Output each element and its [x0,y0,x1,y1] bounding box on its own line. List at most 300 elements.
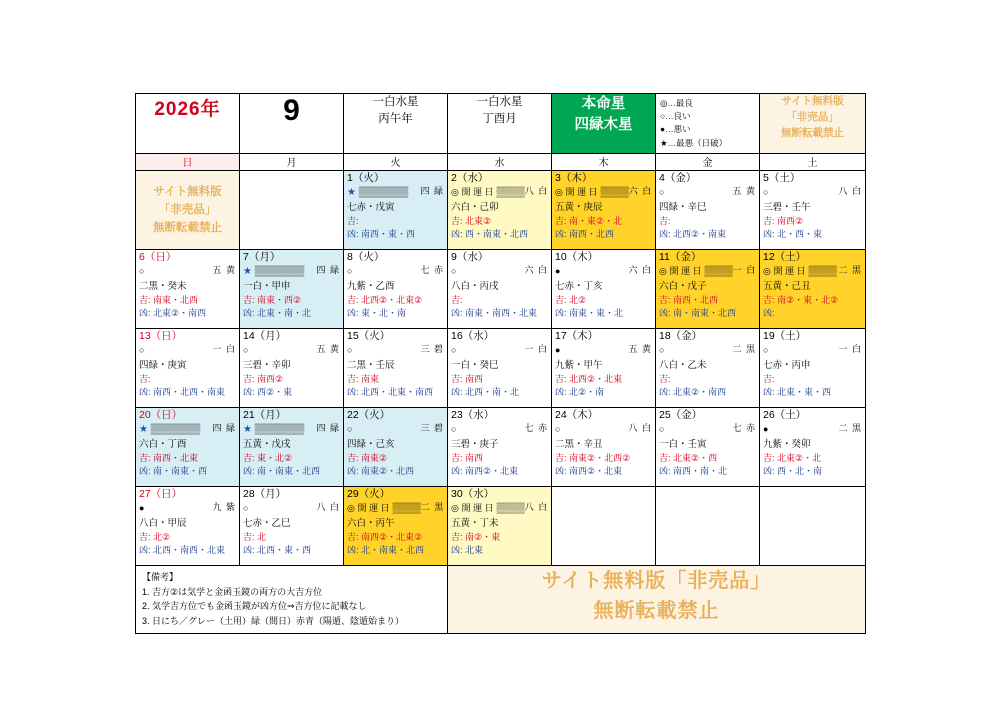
decor-blocks: ▒▒▒▒▒▒▒ [150,423,201,435]
empty-day-cell [552,486,656,565]
day-star-eto: 二黒・癸未 [139,280,187,292]
day-number: 7（月） [243,250,281,263]
day-star-eto: 七赤・乙巳 [243,517,291,529]
day-number: 13（日） [139,329,183,342]
day-mark-icon: ○ [451,344,457,355]
day-cell[interactable] [136,486,240,565]
day-mark-icon: ○ [347,344,353,355]
day-cell[interactable] [344,407,448,486]
day-mark-icon: ○ [659,186,665,197]
day-top-bar [344,185,447,199]
day-body [656,278,759,320]
day-cell[interactable] [240,486,344,565]
legend-item-bad: ●…悪い [660,124,691,135]
day-top-bar [656,343,759,357]
day-number: 18（金） [659,329,703,342]
watermark-day-cell [136,170,240,249]
day-star-eto: 七赤・戊寅 [347,201,395,213]
day-cell[interactable] [760,170,866,249]
day-number: 17（木） [555,329,599,342]
day-cell[interactable] [760,328,866,407]
year-cell [136,94,240,154]
legend-item-best: ◎…最良 [660,98,693,108]
day-top-bar [656,422,759,436]
day-lucky-directions: 吉: 北東②・北 [763,453,822,464]
day-kyusei: 二 黒 [732,344,756,355]
day-mark-icon: ○ [139,265,145,276]
day-kyusei: 二 黒 [420,502,445,513]
day-number: 5（土） [763,171,801,184]
day-unlucky-directions: 凶: 西・南東・北西 [451,229,529,240]
day-body [240,278,343,320]
day-star-eto: 一白・壬寅 [659,438,707,450]
day-top-bar [136,422,239,436]
day-cell[interactable] [136,328,240,407]
day-cell[interactable] [760,249,866,328]
day-lucky-directions: 吉: [659,374,671,385]
honmeisei-value: 四緑木星 [574,117,633,134]
year-star-cell [344,94,448,154]
day-kyusei: 三 碧 [420,344,444,355]
notes-line-1: 1. 吉方②は気学と金函玉鏡の両方の大吉方位 [142,586,323,597]
day-unlucky-directions: 凶: 南西・北西 [555,229,615,240]
day-cell[interactable] [656,249,760,328]
legend-item-good: ○…良い [660,111,691,122]
day-number: 8（火） [347,250,385,263]
day-body [448,436,551,478]
day-top-bar [240,422,343,436]
day-lucky-directions: 吉: 南西② [243,374,284,385]
day-body [552,278,655,320]
decor-blocks: ▒▒▒▒ [392,502,421,514]
day-mark-icon: ○ [347,265,353,276]
day-unlucky-directions: 凶: 北東②・南西 [139,308,207,319]
day-kyusei: 八 白 [316,502,340,513]
kaiun-label: 開 運 日 [565,186,598,197]
day-top-bar [552,422,655,436]
day-kyusei: 四 緑 [316,423,340,434]
day-top-bar [344,343,447,357]
day-cell[interactable] [344,170,448,249]
day-top-bar [136,343,239,357]
day-cell[interactable] [240,407,344,486]
day-top-bar [136,501,239,515]
day-top-bar [656,264,759,278]
day-lucky-directions: 吉: 南②・東・北② [763,295,839,306]
notes-cell [136,565,448,633]
day-star-eto: 五黄・戊戌 [243,438,291,450]
day-lucky-directions: 吉: 北西②・北東 [555,374,623,385]
day-star-eto: 九紫・乙酉 [347,280,395,292]
day-body [344,278,447,320]
notes-line-2: 2. 気学吉方位でも金函玉鏡が凶方位⇒吉方位に記載なし [142,601,367,612]
day-body [760,278,865,320]
day-mark-icon: ● [139,502,145,513]
day-body [240,357,343,399]
day-cell[interactable] [240,249,344,328]
day-mark-icon: ○ [139,344,145,355]
day-lucky-directions: 吉: 南東・北西 [139,295,199,306]
empty-day-cell [760,486,866,565]
year-eto-label: 丙午年 [378,113,413,126]
day-unlucky-directions: 凶: [763,308,775,319]
year-label: 2026年 [154,99,221,120]
day-cell[interactable] [344,486,448,565]
day-lucky-directions: 吉: 北東② [451,216,492,227]
day-kyusei: 七 赤 [420,265,444,276]
day-mark-icon: ◎ [347,502,355,513]
kaiun-label: 開 運 日 [669,265,702,276]
day-kyusei: 七 赤 [524,423,548,434]
day-number: 23（水） [451,408,495,421]
day-unlucky-directions: 凶: 北②・南 [555,387,605,398]
day-unlucky-directions: 凶: 南・南東・北西 [659,308,737,319]
day-cell[interactable] [760,407,866,486]
notes-line-3: 3. 日にち／グレー（土用）緑（間日）赤青（陽遁、陰遁始まり） [142,616,405,627]
footer-watermark-cell [448,565,866,633]
calendar-week-row [136,407,866,486]
day-unlucky-directions: 凶: 南東・東・北 [555,308,624,319]
day-kyusei: 七 赤 [732,423,756,434]
day-number: 21（月） [243,408,287,421]
day-kyusei: 二 黒 [838,423,862,434]
day-body [240,436,343,478]
calendar-week-row [136,170,866,249]
day-lucky-directions: 吉: 北② [555,295,587,306]
day-number: 26（土） [763,408,807,421]
day-cell[interactable] [656,170,760,249]
day-star-eto: 五黄・己丑 [763,280,811,292]
day-cell[interactable] [240,328,344,407]
day-lucky-directions: 吉: 南西・北西 [659,295,719,306]
day-cell[interactable] [656,328,760,407]
day-lucky-directions: 吉: 南西 [451,453,484,464]
day-kyusei: 五 黄 [732,186,756,197]
day-number: 30（水） [451,487,495,500]
day-kyusei: 五 黄 [316,344,340,355]
day-top-bar [448,343,551,357]
day-lucky-directions: 吉: [659,216,671,227]
day-lucky-directions: 吉: 北 [243,532,267,543]
day-top-bar [136,264,239,278]
honmeisei-title: 本命星 [581,96,626,112]
day-top-bar [344,501,447,515]
day-body [552,357,655,399]
day-body [656,436,759,478]
day-star-eto: 六白・丙午 [347,517,395,529]
day-top-bar [760,185,865,199]
kaiun-label: 開 運 日 [461,502,494,513]
day-unlucky-directions: 凶: 南東②・北西 [347,466,415,477]
day-kyusei: 二 黒 [838,265,862,276]
weekday-mon: 月 [240,153,344,170]
day-mark-icon: ◎ [451,502,459,513]
day-mark-icon: ○ [555,423,561,434]
day-number: 24（木） [555,408,599,421]
day-grid [136,170,866,565]
month-cell [240,94,344,154]
day-body [656,357,759,399]
day-mark-icon: ○ [451,423,457,434]
day-body [760,436,865,478]
day-star-eto: 六白・己卯 [451,201,499,213]
day-top-bar [552,185,655,199]
day-top-bar [240,501,343,515]
day-cell[interactable] [552,249,656,328]
day-mark-icon: ◎ [555,186,563,197]
weekday-row [136,153,866,170]
day-cell[interactable] [448,249,552,328]
day-unlucky-directions: 凶: 北西・南・北 [451,387,520,398]
day-kyusei: 一 白 [524,344,548,355]
day-top-bar [760,264,865,278]
day-cell[interactable] [344,249,448,328]
day-top-bar [448,501,551,515]
day-kyusei: 一 白 [838,344,862,355]
day-number: 3（木） [555,171,593,184]
day-mark-icon: ● [555,344,561,355]
calendar-week-row [136,249,866,328]
day-body [344,515,447,557]
day-star-eto: 六白・丁酉 [139,438,187,450]
day-mark-icon: ○ [763,186,769,197]
day-lucky-directions: 吉: 北② [139,532,171,543]
kaiun-label: 開 運 日 [357,502,390,513]
day-unlucky-directions: 凶: 南・南東・西 [139,466,208,477]
day-lucky-directions: 吉: 南西②・北東② [347,532,423,543]
day-lucky-directions: 吉: 南西② [763,216,804,227]
day-unlucky-directions: 凶: 南西・北西・南東 [139,387,226,398]
day-unlucky-directions: 凶: 北東・東・西 [763,387,832,398]
footer-watermark-line1: サイト無料版「非売品」 [541,569,772,592]
day-unlucky-directions: 凶: 北東 [451,545,484,556]
day-body [344,357,447,399]
day-body [552,199,655,241]
calendar-week-row [136,328,866,407]
month-star-label: 一白水星 [476,96,523,108]
day-unlucky-directions: 凶: 西・北・南 [763,466,823,477]
day-body [136,515,239,557]
day-top-bar [344,422,447,436]
day-kyusei: 六 白 [628,186,653,197]
day-unlucky-directions: 凶: 北東・南・北 [243,308,312,319]
day-unlucky-directions: 凶: 南西②・北東 [555,466,623,477]
day-body [448,357,551,399]
day-mark-icon: ○ [659,344,665,355]
day-kyusei: 一 白 [212,344,236,355]
day-lucky-directions: 吉: 南東② [347,453,388,464]
day-kyusei: 五 黄 [212,265,236,276]
day-unlucky-directions: 凶: 西②・東 [243,387,293,398]
day-body [240,515,343,557]
footer-watermark-line2: 無断転載禁止 [593,599,720,622]
day-body [760,199,865,241]
header-watermark-line1: サイト無料版 [781,95,844,107]
day-unlucky-directions: 凶: 南西・東・西 [347,229,416,240]
day-unlucky-directions: 凶: 北西・南西・北東 [139,545,226,556]
day-unlucky-directions: 凶: 北東②・南西 [659,387,727,398]
day-body [656,199,759,241]
header-watermark-line3: 無断転載禁止 [781,126,844,139]
day-mark-icon: ★ [347,186,356,198]
day-top-bar [760,422,865,436]
day-body [552,436,655,478]
month-eto-label: 丁酉月 [482,113,517,126]
day-mark-icon: ● [763,423,769,434]
day-unlucky-directions: 凶: 南・南東・北西 [243,466,321,477]
day-star-eto: 四緑・辛巳 [659,201,707,213]
day-kyusei: 九 紫 [212,502,236,513]
day-lucky-directions: 吉: [451,295,463,306]
day-body [344,199,447,241]
day-kyusei: 三 碧 [420,423,444,434]
day-number: 1（火） [347,171,385,184]
day-unlucky-directions: 凶: 南西②・北東 [451,466,519,477]
day-star-eto: 八白・丙戌 [451,280,499,292]
day-top-bar [240,343,343,357]
empty-day-cell [240,170,344,249]
day-mark-icon: ◎ [451,186,459,197]
day-number: 2（水） [451,171,489,184]
day-number: 19（土） [763,329,807,342]
decor-blocks: ▒▒▒▒ [808,265,837,277]
day-unlucky-directions: 凶: 北・西・東 [763,229,823,240]
day-number: 16（水） [451,329,495,342]
day-star-eto: 三碧・壬午 [763,201,811,213]
day-kyusei: 八 白 [524,502,549,513]
legend-item-worst: ★…最悪（日破） [660,137,728,148]
day-star-eto: 四緑・己亥 [347,438,395,450]
day-number: 29（火） [347,487,391,500]
day-star-eto: 八白・乙未 [659,359,707,371]
day-number: 22（火） [347,408,391,421]
day-kyusei: 四 緑 [420,186,444,197]
day-cell[interactable] [656,407,760,486]
legend-cell [656,94,760,154]
day-kyusei: 六 白 [628,265,652,276]
day-top-bar [240,264,343,278]
day-lucky-directions: 吉: 南東・西② [243,295,302,306]
day-star-eto: 九紫・癸卯 [763,438,811,450]
day-mark-icon: ○ [451,265,457,276]
day-top-bar [552,264,655,278]
day-kyusei: 八 白 [628,423,652,434]
day-kyusei: 一 白 [732,265,757,276]
day-unlucky-directions: 凶: 北西・東・西 [243,545,312,556]
day-star-eto: 四緑・庚寅 [139,359,187,371]
day-cell[interactable] [552,407,656,486]
empty-day-cell [656,486,760,565]
calendar-table [135,93,866,634]
day-body [136,357,239,399]
day-top-bar [448,264,551,278]
day-lucky-directions: 吉: 北西②・北東② [347,295,423,306]
day-number: 12（土） [763,250,807,263]
day-mark-icon: ○ [347,423,353,434]
day-mark-icon: ○ [243,344,249,355]
kaiun-label: 開 運 日 [461,186,494,197]
day-top-bar [448,185,551,199]
decor-blocks: ▒▒▒▒ [496,186,525,198]
footer-row [136,565,866,633]
day-number: 25（金） [659,408,703,421]
day-lucky-directions: 吉: 南東 [347,374,380,385]
weekday-fri: 金 [656,153,760,170]
day-mark-icon: ○ [763,344,769,355]
day-body [760,357,865,399]
day-number: 9（水） [451,250,489,263]
day-number: 14（月） [243,329,287,342]
day-lucky-directions: 吉: 北東②・西 [659,453,718,464]
day-cell[interactable] [344,328,448,407]
day-lucky-directions: 吉: 南西 [451,374,484,385]
year-star-label: 一白水星 [372,96,419,108]
weekday-sat: 土 [760,153,866,170]
day-cell[interactable] [448,170,552,249]
header-watermark-cell [760,94,866,154]
day-star-eto: 三碧・庚子 [451,438,499,450]
day-lucky-directions: 吉: 東・北② [243,453,293,464]
day-star-eto: 一白・甲申 [243,280,291,292]
day-mark-icon: ★ [243,423,252,435]
decor-blocks: ▒▒▒▒ [600,186,629,198]
day-unlucky-directions: 凶: 東・北・南 [347,308,407,319]
calendar-header-row [136,94,866,154]
day-star-eto: 七赤・丙申 [763,359,811,371]
cell-watermark-line3: 無断転載禁止 [153,222,222,235]
day-top-bar [552,343,655,357]
day-kyusei: 八 白 [838,186,862,197]
day-mark-icon: ★ [139,423,148,435]
day-cell[interactable] [552,328,656,407]
day-star-eto: 五黄・庚辰 [555,201,603,213]
day-body [448,199,551,241]
day-cell[interactable] [448,407,552,486]
day-cell[interactable] [552,170,656,249]
day-number: 11（金） [659,250,702,263]
weekday-wed: 水 [448,153,552,170]
day-mark-icon: ◎ [763,265,771,276]
day-cell[interactable] [136,407,240,486]
day-kyusei: 五 黄 [628,344,652,355]
day-unlucky-directions: 凶: 北西・北東・南西 [347,387,434,398]
day-mark-icon: ● [555,265,561,276]
day-star-eto: 九紫・甲午 [555,359,603,371]
day-mark-icon: ○ [243,502,249,513]
weekday-sun: 日 [136,153,240,170]
day-cell[interactable] [448,328,552,407]
day-cell[interactable] [448,486,552,565]
kaiun-label: 開 運 日 [773,265,806,276]
day-cell[interactable] [136,249,240,328]
honmeisei-cell [552,94,656,154]
day-top-bar [760,343,865,357]
notes-title: 【備考】 [142,571,179,582]
calendar-week-row [136,486,866,565]
cell-watermark-line2: 「非売品」 [158,204,217,217]
day-star-eto: 二黒・壬辰 [347,359,395,371]
day-body [344,436,447,478]
day-lucky-directions: 吉: 南・東②・北 [555,216,623,227]
day-kyusei: 四 緑 [316,265,340,276]
day-kyusei: 八 白 [524,186,549,197]
day-top-bar [656,185,759,199]
decor-blocks: ▒▒▒▒▒▒▒ [254,265,305,277]
day-top-bar [344,264,447,278]
cell-watermark-line1: サイト無料版 [153,185,222,198]
day-star-eto: 八白・甲辰 [139,517,187,529]
day-top-bar [448,422,551,436]
